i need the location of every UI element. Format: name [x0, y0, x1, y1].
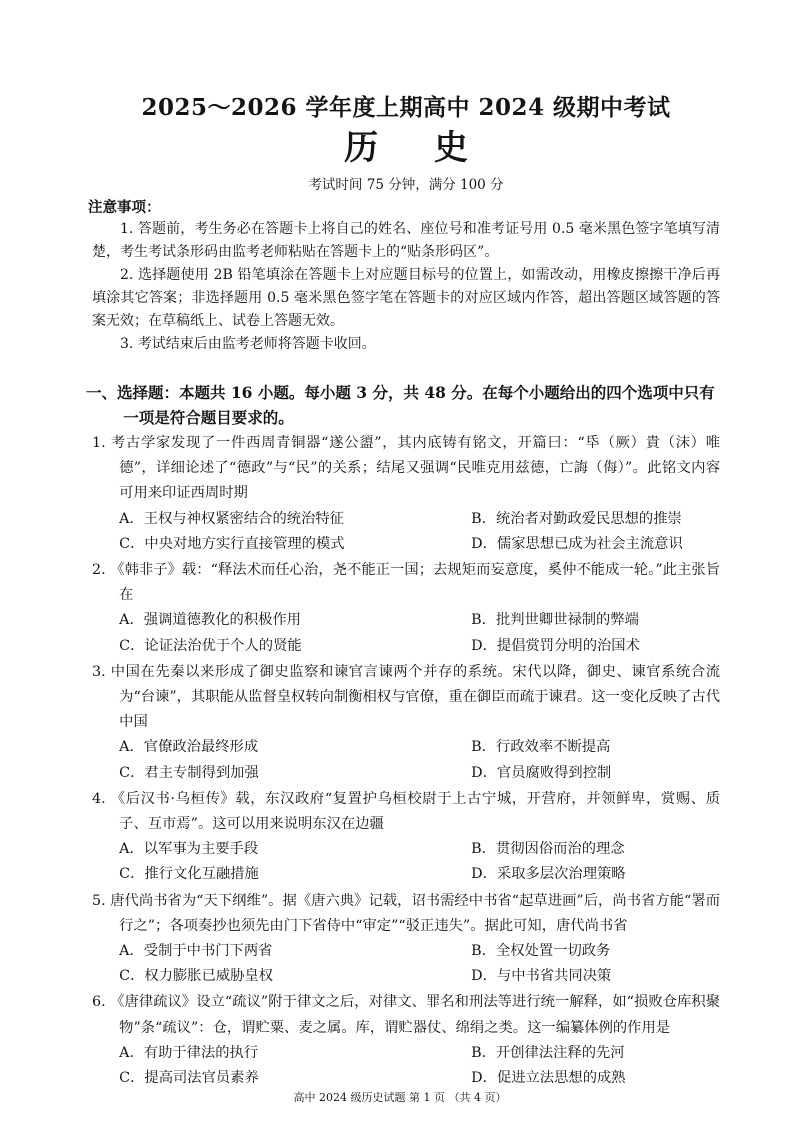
option-list — [92, 837, 720, 887]
option-list — [92, 939, 720, 989]
option-b: B．行政效率不断提高 — [471, 739, 611, 756]
question-stem: 6. 《唐律疏议》设立“疏议”附于律文之后，对律文、罪名和刑法等进行统一解释，如“损败仓库积聚物”条“疏议”：仓，谓贮粟、麦之属。库，谓贮器仗、绵绢之类。这一编纂体例的作用是 — [92, 994, 720, 1036]
option-list — [92, 608, 720, 658]
option-c: C．提高司法官员素养 — [119, 1070, 259, 1087]
option-c: C．权力膨胀已威胁皇权 — [119, 968, 274, 985]
exam-info: 考试时间 75 分钟，满分 100 分 — [308, 177, 504, 193]
notice-heading: 注意事项： — [88, 199, 161, 216]
option-a: A．以军事为主要手段 — [119, 841, 259, 858]
option-c: C．论证法治优于个人的贤能 — [119, 637, 302, 654]
option-list — [92, 735, 720, 785]
option-a: A．王权与神权紧密结合的统治特征 — [119, 510, 344, 527]
option-list — [92, 1041, 720, 1091]
option-b: B．贯彻因俗而治的理念 — [471, 841, 625, 858]
question-stem: 2. 《韩非子》载：“释法术而任心治，尧不能正一国；去规矩而妄意度，奚仲不能成一轮。”此主张旨在 — [92, 562, 720, 604]
option-b: B．批判世卿世禄制的弊端 — [471, 612, 639, 629]
question-stem: 5. 唐代尚书省为“天下纲维”。据《唐六典》记载，诏书需经中书省“起草进画”后，尚书省方能“署而行之”；各项奏抄也须先由门下省侍中“审定”“驳正违失”。据此可知，唐代尚书省 — [92, 892, 720, 934]
question-6 — [92, 990, 720, 1091]
option-b: B．统治者对勤政爱民思想的推崇 — [471, 510, 682, 527]
exam-title: 2025～2026 学年度上期高中 2024 级期中考试 — [141, 94, 671, 121]
option-c: C．君主专制得到加强 — [119, 764, 259, 781]
option-a: A．官僚政治最终形成 — [119, 739, 259, 756]
option-d: D．采取多层次治理策略 — [471, 866, 626, 883]
option-list — [92, 507, 720, 557]
question-stem: 4. 《后汉书·乌桓传》载，东汉政府“复置护乌桓校尉于上古宁城，开营府，并领鲜卑，赏赐、质子、互市焉”。这可以用来说明东汉在边疆 — [92, 790, 720, 833]
question-4 — [92, 787, 720, 888]
question-stem: 3. 中国在先秦以来形成了御史监察和谏官言谏两个并存的系统。宋代以降，御史、谏官系统合流为“台谏”，其职能从监督皇权转向制衡相权与官僚，重在御臣而疏于谏君。这一变化反映了古代中国 — [92, 663, 720, 731]
option-a: A．有助于律法的执行 — [119, 1044, 259, 1061]
notice-item: 1. 答题前，考生务必在答题卡上将自己的姓名、座位号和准考证号用 0.5 毫米黑色签字笔填写清楚，考生考试条形码由监考老师粘贴在答题卡上的“贴条形码区”。 — [92, 221, 720, 260]
question-1 — [92, 431, 720, 557]
question-stem: 1. 考古学家发现了一件西周青铜器“遂公盨”，其内底铸有铭文，开篇曰：“氒（厥）貴（沫）唯德”，详细论述了“德政”与“民”的关系；结尾又强调“民唯克用兹德，亡誨（侮）”。此铭文内容可用来印证西周时期 — [92, 435, 720, 502]
notice-item: 3. 考试结束后由监考老师将答题卡收回。 — [120, 336, 376, 352]
question-2 — [92, 558, 720, 659]
subject-title: 历 史 — [344, 128, 490, 168]
option-d: D．促进立法思想的成熟 — [471, 1070, 626, 1087]
option-d: D．提倡赏罚分明的治国术 — [471, 637, 640, 654]
option-d: D．儒家思想已成为社会主流意识 — [471, 535, 683, 552]
option-b: B．开创律法注释的先河 — [471, 1044, 625, 1061]
option-b: B．全权处置一切政务 — [471, 943, 611, 960]
option-a: A．受制于中书门下两省 — [119, 943, 273, 960]
option-a: A．强调道德教化的积极作用 — [119, 612, 302, 629]
option-d: D．与中书省共同决策 — [471, 968, 612, 985]
option-d: D．官员腐败得到控制 — [471, 764, 612, 781]
notice-block — [88, 198, 720, 356]
notice-item: 2. 选择题使用 2B 铅笔填涂在答题卡上对应题目标号的位置上，如需改动，用橡皮擦擦干净后再填涂其它答案；非选择题用 0.5 毫米黑色签字笔在答题卡的对应区域内作答，超出答题区域答题的答案无效；在草稿纸上、试卷上答题无效。 — [92, 267, 720, 329]
question-3 — [92, 660, 720, 786]
page-footer: 高中 2024 级历史试题 第 1 页 （共 4 页） — [293, 1091, 507, 1104]
question-5 — [92, 889, 720, 990]
option-c: C．推行文化互融措施 — [119, 866, 259, 883]
section-heading: 一、选择题：本题共 16 小题。每小题 3 分，共 48 分。在每个小题给出的四个选项中只有一项是符合题目要求的。 — [86, 383, 715, 427]
option-c: C．中央对地方实行直接管理的模式 — [119, 535, 345, 552]
